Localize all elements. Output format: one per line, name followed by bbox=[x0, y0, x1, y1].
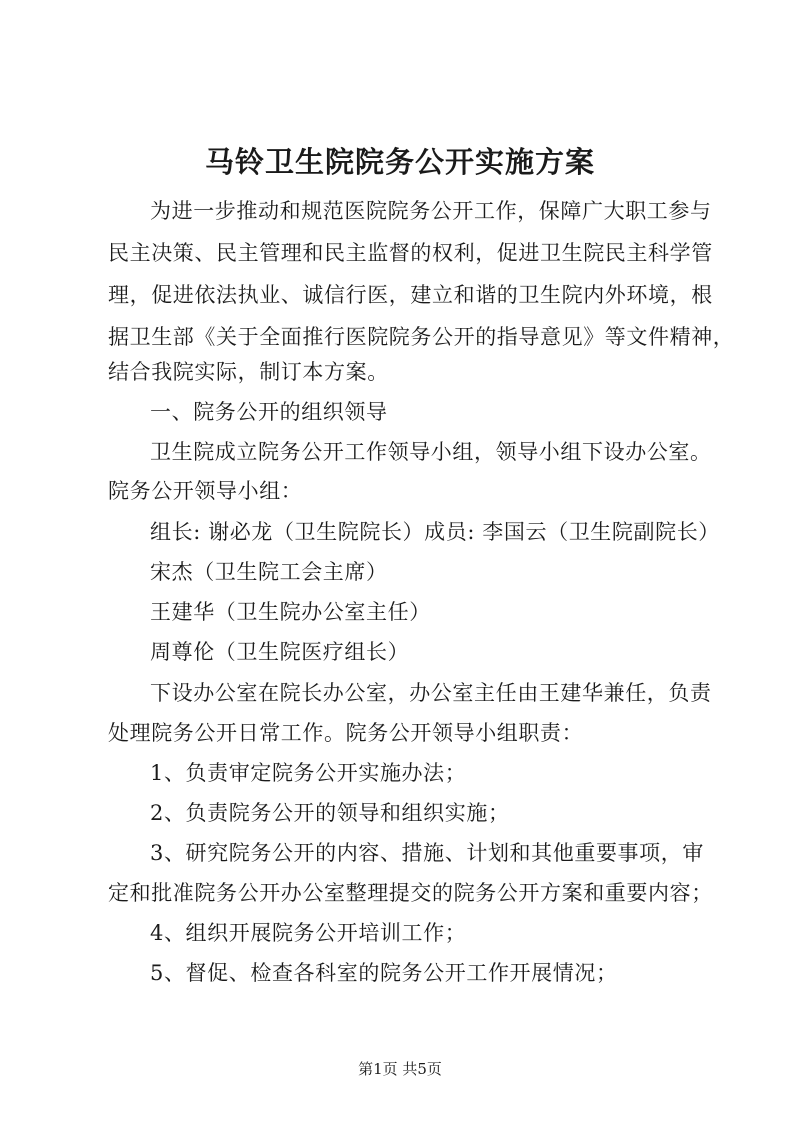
page-footer: 第1页 共5页 bbox=[358, 1060, 442, 1078]
paragraph-line: 下设办公室在院长办公室，办公室主任由王建华兼任，负责 bbox=[150, 681, 712, 705]
list-item-continuation: 定和批准院务公开办公室整理提交的院务公开方案和重要内容； bbox=[108, 881, 713, 905]
paragraph-line: 据卫生部《关于全面推行医院院务公开的指导意见》等文件精神， bbox=[108, 325, 735, 349]
list-item: 1、负责审定院务公开实施办法； bbox=[150, 761, 467, 785]
member-line: 组长: 谢必龙（卫生院院长）成员: 李国云（卫生院副院长） bbox=[150, 520, 720, 544]
paragraph-line: 卫生院成立院务公开工作领导小组，领导小组下设办公室。 bbox=[150, 440, 712, 464]
list-item: 2、负责院务公开的领导和组织实施； bbox=[150, 801, 510, 825]
paragraph-line: 处理院务公开日常工作。院务公开领导小组职责： bbox=[108, 721, 584, 745]
list-item: 4、组织开展院务公开培训工作； bbox=[150, 921, 467, 945]
member-line: 周尊伦（卫生院医疗组长） bbox=[150, 640, 410, 664]
paragraph-line: 为进一步推动和规范医院院务公开工作，保障广大职工参与 bbox=[150, 199, 712, 223]
list-item: 3、研究院务公开的内容、措施、计划和其他重要事项，审 bbox=[150, 841, 704, 865]
document-title: 马铃卫生院院务公开实施方案 bbox=[204, 145, 595, 179]
list-item: 5、督促、检查各科室的院务公开工作开展情况； bbox=[150, 961, 618, 985]
paragraph-line: 院务公开领导小组： bbox=[108, 479, 303, 503]
section-heading: 一、院务公开的组织领导 bbox=[150, 400, 388, 424]
paragraph-line: 理，促进依法执业、诚信行医，建立和谐的卫生院内外环境，根 bbox=[108, 283, 713, 307]
member-line: 宋杰（卫生院工会主席） bbox=[150, 560, 388, 584]
paragraph-line: 结合我院实际，制订本方案。 bbox=[108, 360, 389, 384]
member-line: 王建华（卫生院办公室主任） bbox=[150, 600, 431, 624]
paragraph-line: 民主决策、民主管理和民主监督的权利，促进卫生院民主科学管 bbox=[108, 241, 713, 265]
